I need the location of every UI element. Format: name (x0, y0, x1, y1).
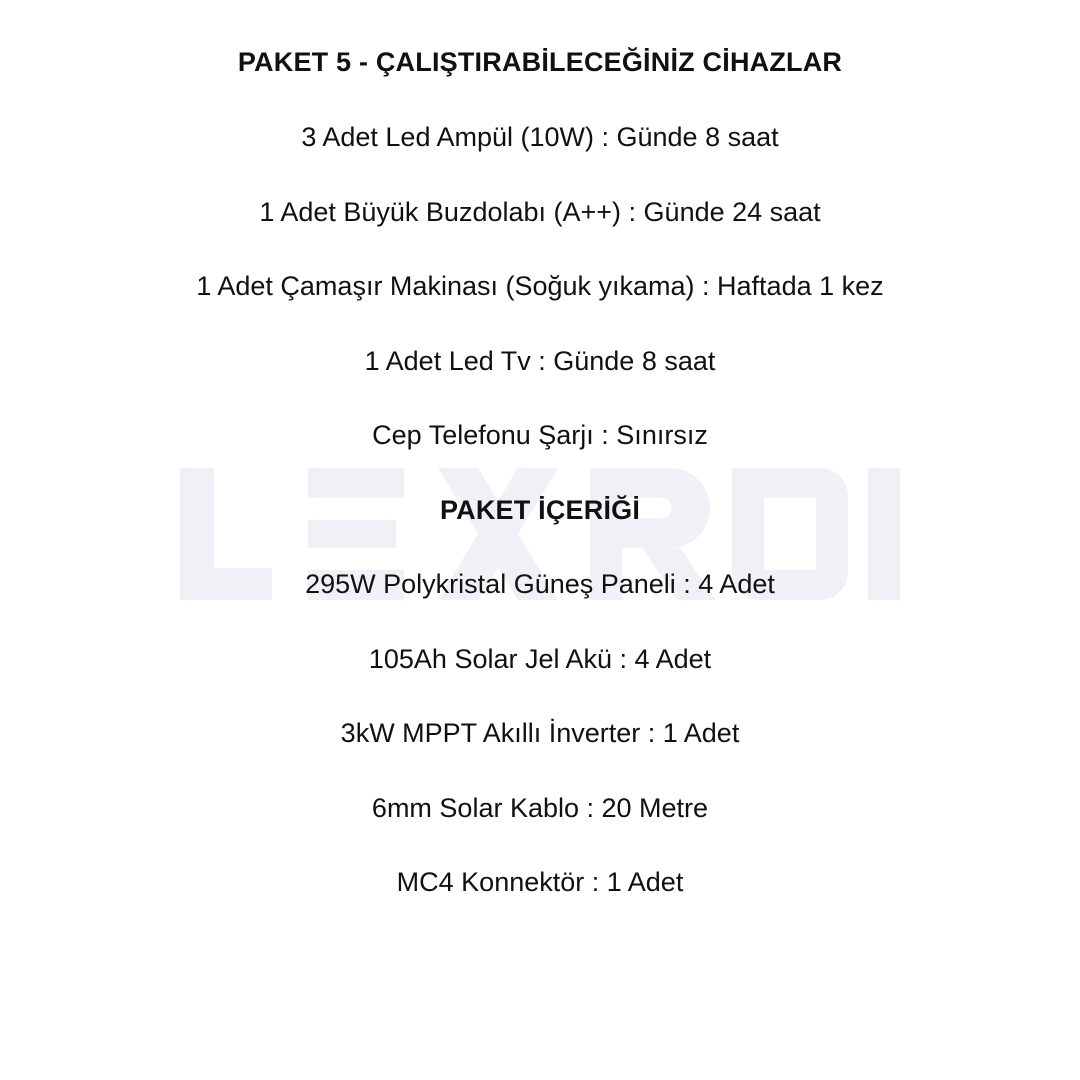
package-item: MC4 Konnektör : 1 Adet (396, 867, 684, 897)
device-item: 1 Adet Led Tv : Günde 8 saat (364, 346, 716, 376)
devices-section-title: PAKET 5 - ÇALIŞTIRABİLECEĞİNİZ CİHAZLAR (237, 47, 843, 77)
device-item: 1 Adet Büyük Buzdolabı (A++) : Günde 24 saat (259, 197, 821, 227)
package-item: 105Ah Solar Jel Akü : 4 Adet (368, 644, 712, 674)
package-item: 6mm Solar Kablo : 20 Metre (371, 793, 709, 823)
package-item: 295W Polykristal Güneş Paneli : 4 Adet (305, 569, 775, 599)
device-item: Cep Telefonu Şarjı : Sınırsız (372, 420, 708, 450)
package-item: 3kW MPPT Akıllı İnverter : 1 Adet (340, 718, 740, 748)
device-item: 3 Adet Led Ampül (10W) : Günde 8 saat (301, 122, 779, 152)
device-item: 1 Adet Çamaşır Makinası (Soğuk yıkama) : Haftada 1 kez (196, 271, 884, 301)
package-section-title: PAKET İÇERİĞİ (439, 495, 641, 525)
